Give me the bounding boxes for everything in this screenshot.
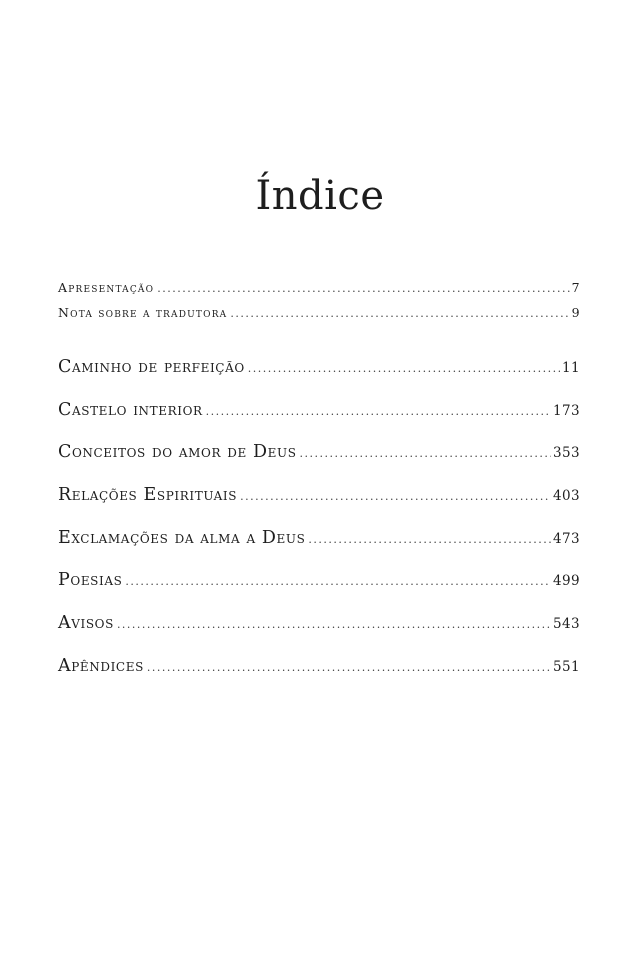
toc-entry-label: Apresentação — [58, 280, 155, 295]
dot-leader — [230, 307, 569, 320]
page-title: Índice — [255, 173, 385, 219]
dot-leader — [308, 533, 551, 546]
toc-entry-poesias — [58, 570, 580, 613]
toc-entry-label: Caminho de perfeição — [58, 357, 245, 377]
toc-entry-page: 473 — [553, 530, 580, 547]
dot-leader — [147, 661, 551, 674]
toc-entry-label: Poesias — [58, 570, 123, 591]
dot-leader — [240, 490, 551, 503]
toc-entry-label: Relações Espirituais — [58, 485, 238, 506]
dot-leader — [157, 282, 569, 295]
toc-entry-page: 551 — [553, 658, 580, 675]
toc-entry-page: 353 — [553, 445, 580, 462]
dot-leader — [300, 447, 552, 460]
toc-entry-apresentacao — [58, 280, 580, 305]
toc-entry-page: 173 — [553, 402, 580, 419]
toc-entry-relacoes-espirituais — [58, 485, 580, 528]
toc-entry-avisos — [58, 613, 580, 656]
toc-entry-label: Apêndices — [58, 655, 144, 676]
toc-entry-page: 9 — [571, 305, 580, 320]
toc-entry-label: Conceitos do amor de Deus — [58, 442, 297, 463]
toc-entry-nota-tradutora — [58, 305, 580, 330]
toc-entry-caminho-perfeicao — [58, 357, 580, 400]
dot-leader — [117, 618, 551, 631]
dot-leader — [248, 362, 560, 375]
front-matter-list — [58, 280, 580, 330]
toc-entry-page: 403 — [553, 488, 580, 505]
toc-entry-castelo-interior — [58, 400, 580, 443]
toc-entry-apendices — [58, 656, 580, 699]
toc-entry-exclamacoes — [58, 528, 580, 571]
dot-leader — [206, 405, 551, 418]
toc-entry-page: 499 — [553, 573, 580, 590]
toc-entry-label: Castelo interior — [58, 399, 203, 420]
toc-entry-label: Exclamações da alma a Deus — [58, 527, 306, 548]
toc-entry-conceitos-amor — [58, 442, 580, 485]
contents-list — [58, 357, 580, 699]
toc-entry-label: Nota sobre a tradutora — [58, 305, 228, 320]
toc-entry-page: 7 — [571, 280, 580, 295]
toc-entry-label: Avisos — [58, 613, 114, 634]
toc-entry-page: 11 — [562, 360, 580, 376]
toc-entry-page: 543 — [553, 616, 580, 633]
dot-leader — [125, 575, 551, 588]
